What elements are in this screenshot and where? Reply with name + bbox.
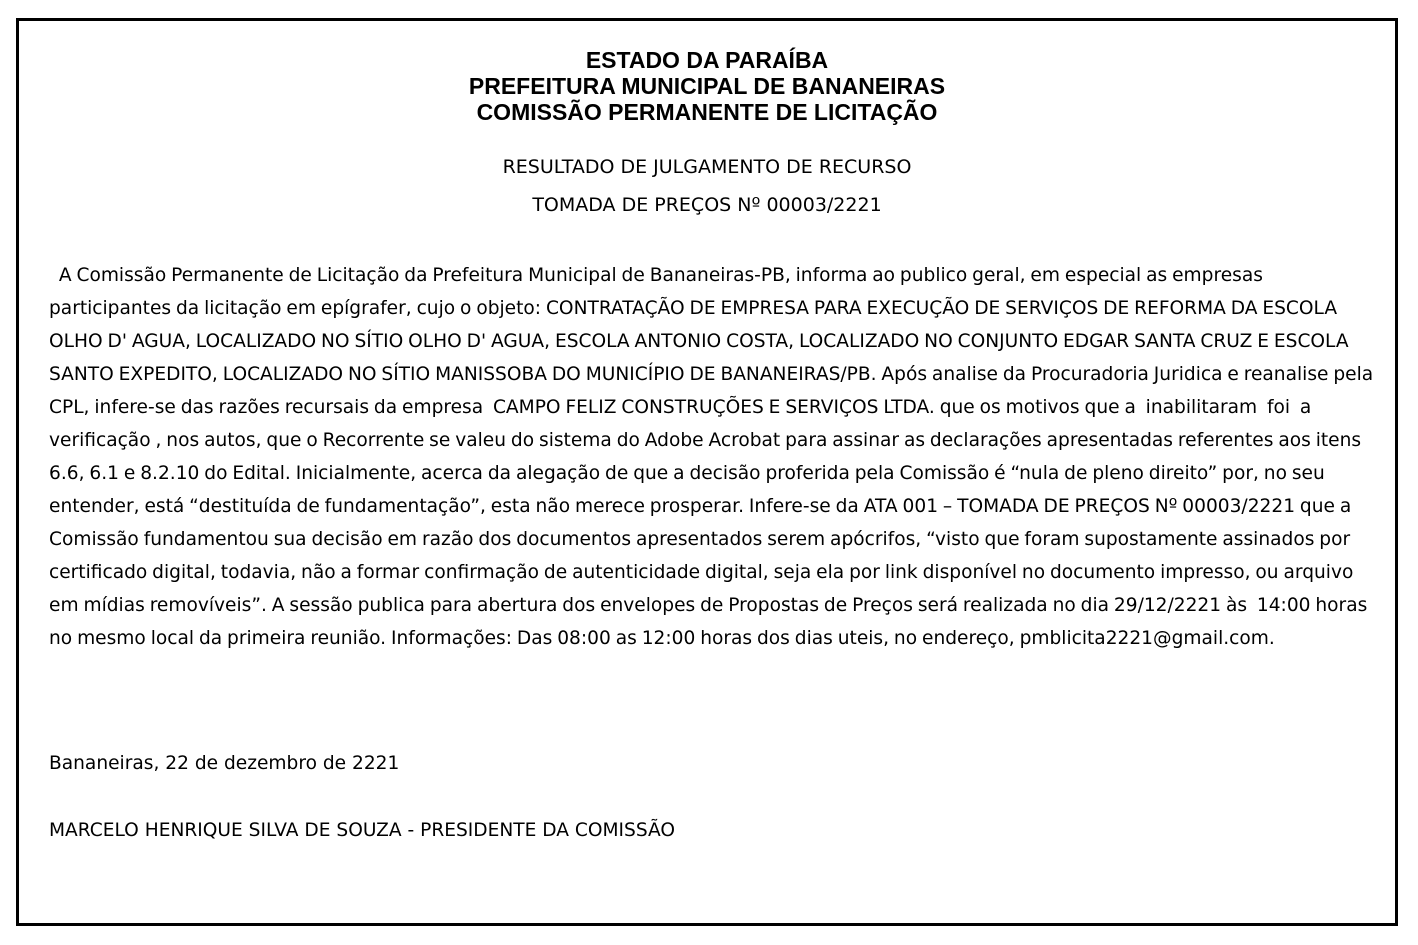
notice-header bbox=[19, 47, 1395, 125]
date-line: Bananeiras, 22 de dezembro de 2221 bbox=[49, 753, 400, 774]
header-commission: COMISSÃO PERMANENTE DE LICITAÇÃO bbox=[476, 99, 938, 125]
document-title: RESULTADO DE JULGAMENTO DE RECURSO bbox=[502, 156, 912, 178]
document-reference: TOMADA DE PREÇOS Nº 00003/2221 bbox=[532, 194, 882, 216]
header-state: ESTADO DA PARAÍBA bbox=[585, 47, 829, 73]
header-municipality: PREFEITURA MUNICIPAL DE BANANEIRAS bbox=[468, 73, 946, 99]
notice-body: A Comissão Permanente de Licitação da Prefeitura Municipal de Bananeiras-PB, informa ao publico geral, em especial as empresas participantes da licitação em epígrafer, cujo o objeto: CONTRATAÇÃO DE EMPRESA PARA EXECUÇÃO DE SERVIÇOS DE REFORMA DA ESCOLA OLHO D' AGUA, LOCALIZADO NO SÍTIO OLHO D' AGUA, ESCOLA ANTONIO COSTA, LOCALIZADO NO CONJUNTO EDGAR SANTA CRUZ E ESCOLA SANTO EXPEDITO, LOCALIZADO NO SÍTIO MANISSOBA DO MUNICÍPIO DE BANANEIRAS/PB. Após analise da Procuradoria Juridica e reanalise pela CPL, infere-se das razões recursais da empresa CAMPO FELIZ CONSTRUÇÕES E SERVIÇOS LTDA. que os motivos que a inabilitaram foi a verificação , nos autos, que o Recorrente se valeu do sistema do Adobe Acrobat para assinar as declarações apresentadas referentes aos itens 6.6, 6.1 e 8.2.10 do Edital. Inicialmente, acerca da alegação de que a decisão proferida pela Comissão é “nula de pleno direito” por, no seu entender, está “destituída de fundamentação”, esta não merece prosperar. Infere-se da ATA 001 – TOMADA DE PREÇOS Nº 00003/2221 que a Comissão fundamentou sua decisão em razão dos documentos apresentados serem apócrifos, “visto que foram supostamente assinados por certificado digital, todavia, não a formar confirmação de autenticidade digital, seja ela por link disponível no documento impresso, ou arquivo em mídias removíveis”. A sessão publica para abertura dos envelopes de Propostas de Preços será realizada no dia 29/12/2221 às 14:00 horas no mesmo local da primeira reunião. Informações: Das 08:00 as 12:00 horas dos dias uteis, no endereço, pmblicita2221@gmail.com. bbox=[49, 265, 1379, 649]
notice-frame bbox=[16, 18, 1398, 926]
signature-line: MARCELO HENRIQUE SILVA DE SOUZA - PRESIDENTE DA COMISSÃO bbox=[49, 820, 676, 841]
